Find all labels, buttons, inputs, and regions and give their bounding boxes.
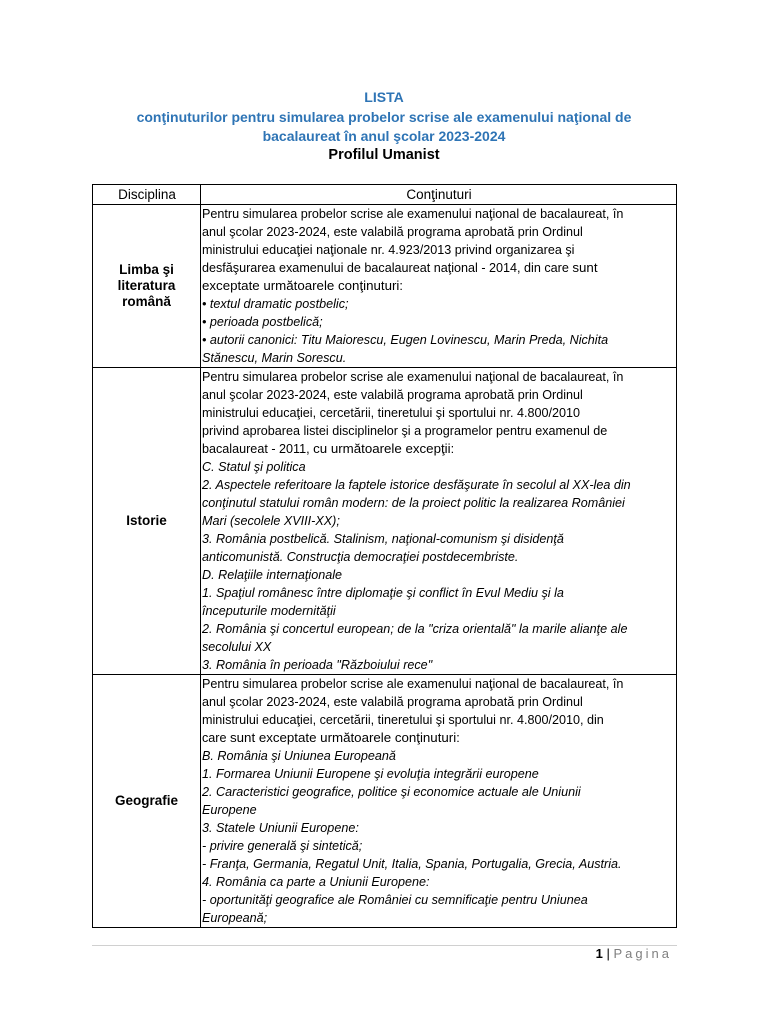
content-line: [202, 729, 676, 747]
column-header-discipline: Disciplina: [93, 185, 201, 205]
line-text: ministrului educaţiei, cercetării, tineretului şi sportului nr. 4.800/2010: [202, 406, 581, 420]
content-line: [202, 404, 676, 422]
content-line: [202, 891, 676, 909]
line-text: • textul dramatic postbelic;: [202, 297, 349, 311]
content-line: [202, 602, 676, 620]
content-cell: [201, 205, 677, 368]
line-text: • autorii canonici: Titu Maiorescu, Eugen Lovinescu, Marin Preda, Nichita: [202, 333, 609, 347]
discipline-cell: [93, 368, 201, 675]
content-cell: [201, 368, 677, 675]
content-line: [202, 386, 676, 404]
table-row-istorie: [93, 368, 677, 675]
discipline-cell: [93, 205, 201, 368]
line-text: 4. România ca parte a Uniunii Europene:: [202, 875, 430, 889]
table-body: [93, 205, 677, 928]
discipline-name-line: română: [122, 294, 171, 309]
line-text: 1. Formarea Uniunii Europene şi evoluţia integrării europene: [202, 767, 539, 781]
content-line: [202, 223, 676, 241]
profile-heading: Profilul Umanist: [328, 147, 440, 163]
page-footer: [596, 946, 672, 961]
content-line: [202, 693, 676, 711]
content-line: [202, 458, 676, 476]
content-line: [202, 368, 676, 386]
content-line: [202, 349, 676, 367]
line-text: Europeană;: [202, 911, 268, 925]
line-text: anul şcolar 2023-2024, este valabilă programa aprobată prin Ordinul: [202, 388, 583, 402]
content-line: [202, 295, 676, 313]
line-text: Mari (secolele XVIII-XX);: [202, 514, 340, 528]
line-text: • perioada postbelică;: [202, 315, 323, 329]
line-text: secolului XX: [202, 640, 272, 654]
line-text: Pentru simularea probelor scrise ale examenului naţional de bacalaureat, în: [202, 370, 624, 384]
content-line: [202, 277, 676, 295]
line-text: anul şcolar 2023-2024, este valabilă programa aprobată prin Ordinul: [202, 225, 583, 239]
content-line: [202, 801, 676, 819]
line-text: D. Relaţiile internaţionale: [202, 568, 343, 582]
line-text: 1. Spaţiul românesc între diplomaţie şi conflict în Evul Mediu şi la: [202, 586, 564, 600]
line-text: Pentru simularea probelor scrise ale examenului naţional de bacalaureat, în: [202, 207, 624, 221]
line-text: 2. România şi concertul european; de la "criza orientală" la marile alianţe ale: [202, 622, 628, 636]
document-subtitle-line2: bacalaureat în anul şcolar 2023-2024: [262, 128, 506, 144]
highlighted-text: cu următoarele excepţii: [313, 441, 451, 456]
line-text: - oportunităţi geografice ale României cu semnificaţie pentru Uniunea: [202, 893, 588, 907]
line-text: :: [456, 731, 460, 745]
discipline-name-line: Geografie: [114, 793, 179, 808]
content-line: [202, 620, 676, 638]
table-row-geografie: [93, 675, 677, 928]
line-text: privind aprobarea listei disciplinelor şi a programelor pentru examenul de: [202, 424, 608, 438]
page-number: 1: [595, 946, 603, 961]
content-line: [202, 855, 676, 873]
content-line: [202, 259, 676, 277]
content-line: [202, 440, 676, 458]
content-line: [202, 783, 676, 801]
line-text: - Franţa, Germania, Regatul Unit, Italia, Spania, Portugalia, Grecia, Austria.: [202, 857, 622, 871]
line-text: 2. Caracteristici geografice, politice şi economice actuale ale Uniunii: [202, 785, 581, 799]
content-line: [202, 873, 676, 891]
content-line: [202, 530, 676, 548]
content-line: [202, 313, 676, 331]
content-line: [202, 331, 676, 349]
content-line: [202, 638, 676, 656]
line-text: ministrului educaţiei naţionale nr. 4.923/2013 privind organizarea şi: [202, 243, 575, 257]
line-text: - privire generală şi sintetică;: [202, 839, 363, 853]
content-line: [202, 675, 676, 693]
line-text: desfăşurarea examenului de bacalaureat naţional - 2014, din care: [202, 261, 573, 275]
content-line: [202, 205, 676, 223]
line-text: 3. România în perioada "Războiului rece": [202, 658, 433, 672]
discipline-name-line: Istorie: [126, 513, 167, 528]
document-subtitle-line1: conţinuturilor pentru simularea probelor scrise ale examenului naţional de: [136, 109, 632, 125]
line-text: conţinutul statului român modern: de la proiect politic la realizarea României: [202, 496, 625, 510]
line-text: B. România şi Uniunea Europeană: [202, 749, 396, 763]
content-line: [202, 494, 676, 512]
content-line: [202, 548, 676, 566]
content-line: [202, 241, 676, 259]
line-text: 2. Aspectele referitoare la faptele istorice desfăşurate în secolul al XX-lea din: [202, 478, 631, 492]
line-text: :: [450, 442, 455, 456]
line-text: Europene: [202, 803, 257, 817]
content-line: [202, 765, 676, 783]
content-line: [202, 476, 676, 494]
content-line: [202, 909, 676, 927]
table-row-romana: [93, 205, 677, 368]
page-label: Pagina: [613, 946, 672, 961]
line-text: Pentru simularea probelor scrise ale examenului naţional de bacalaureat, în: [202, 677, 624, 691]
content-line: [202, 656, 676, 674]
content-line: [202, 819, 676, 837]
content-line: [202, 584, 676, 602]
content-table: [92, 184, 677, 928]
line-text: anul şcolar 2023-2024, este valabilă programa aprobată prin Ordinul: [202, 695, 583, 709]
content-line: [202, 747, 676, 765]
table-header-row: [93, 185, 677, 205]
line-text: care: [202, 731, 230, 745]
footer-divider: [92, 945, 677, 946]
discipline-name-line: Limba şi: [119, 262, 174, 277]
line-text: :: [399, 279, 403, 293]
content-line: [202, 422, 676, 440]
column-header-content: Conţinuturi: [201, 185, 677, 205]
line-text: 3. Statele Uniunii Europene:: [202, 821, 359, 835]
line-text: Stănescu, Marin Sorescu.: [202, 351, 347, 365]
discipline-name-line: literatura: [117, 278, 176, 293]
line-text: C. Statul şi politica: [202, 460, 306, 474]
line-text: bacalaureat - 2011,: [202, 442, 314, 456]
line-text: 3. România postbelică. Stalinism, naţional-comunism şi disidenţă: [202, 532, 564, 546]
footer-separator: |: [606, 946, 610, 961]
line-text: anticomunistă. Construcţia democraţiei postdecembriste.: [202, 550, 519, 564]
highlighted-text: sunt exceptate următoarele conţinuturi: [230, 730, 457, 745]
line-text: începuturile modernităţii: [202, 604, 336, 618]
content-cell: [201, 675, 677, 928]
line-text: ministrului educaţiei, cercetării, tineretului şi sportului nr. 4.800/2010, din: [202, 713, 604, 727]
content-line: [202, 711, 676, 729]
discipline-cell: [93, 675, 201, 928]
content-line: [202, 512, 676, 530]
document-title: LISTA: [364, 89, 404, 105]
highlighted-text: sunt: [572, 260, 598, 275]
content-line: [202, 566, 676, 584]
content-line: [202, 837, 676, 855]
highlighted-text: exceptate următoarele conţinuturi: [202, 278, 400, 293]
